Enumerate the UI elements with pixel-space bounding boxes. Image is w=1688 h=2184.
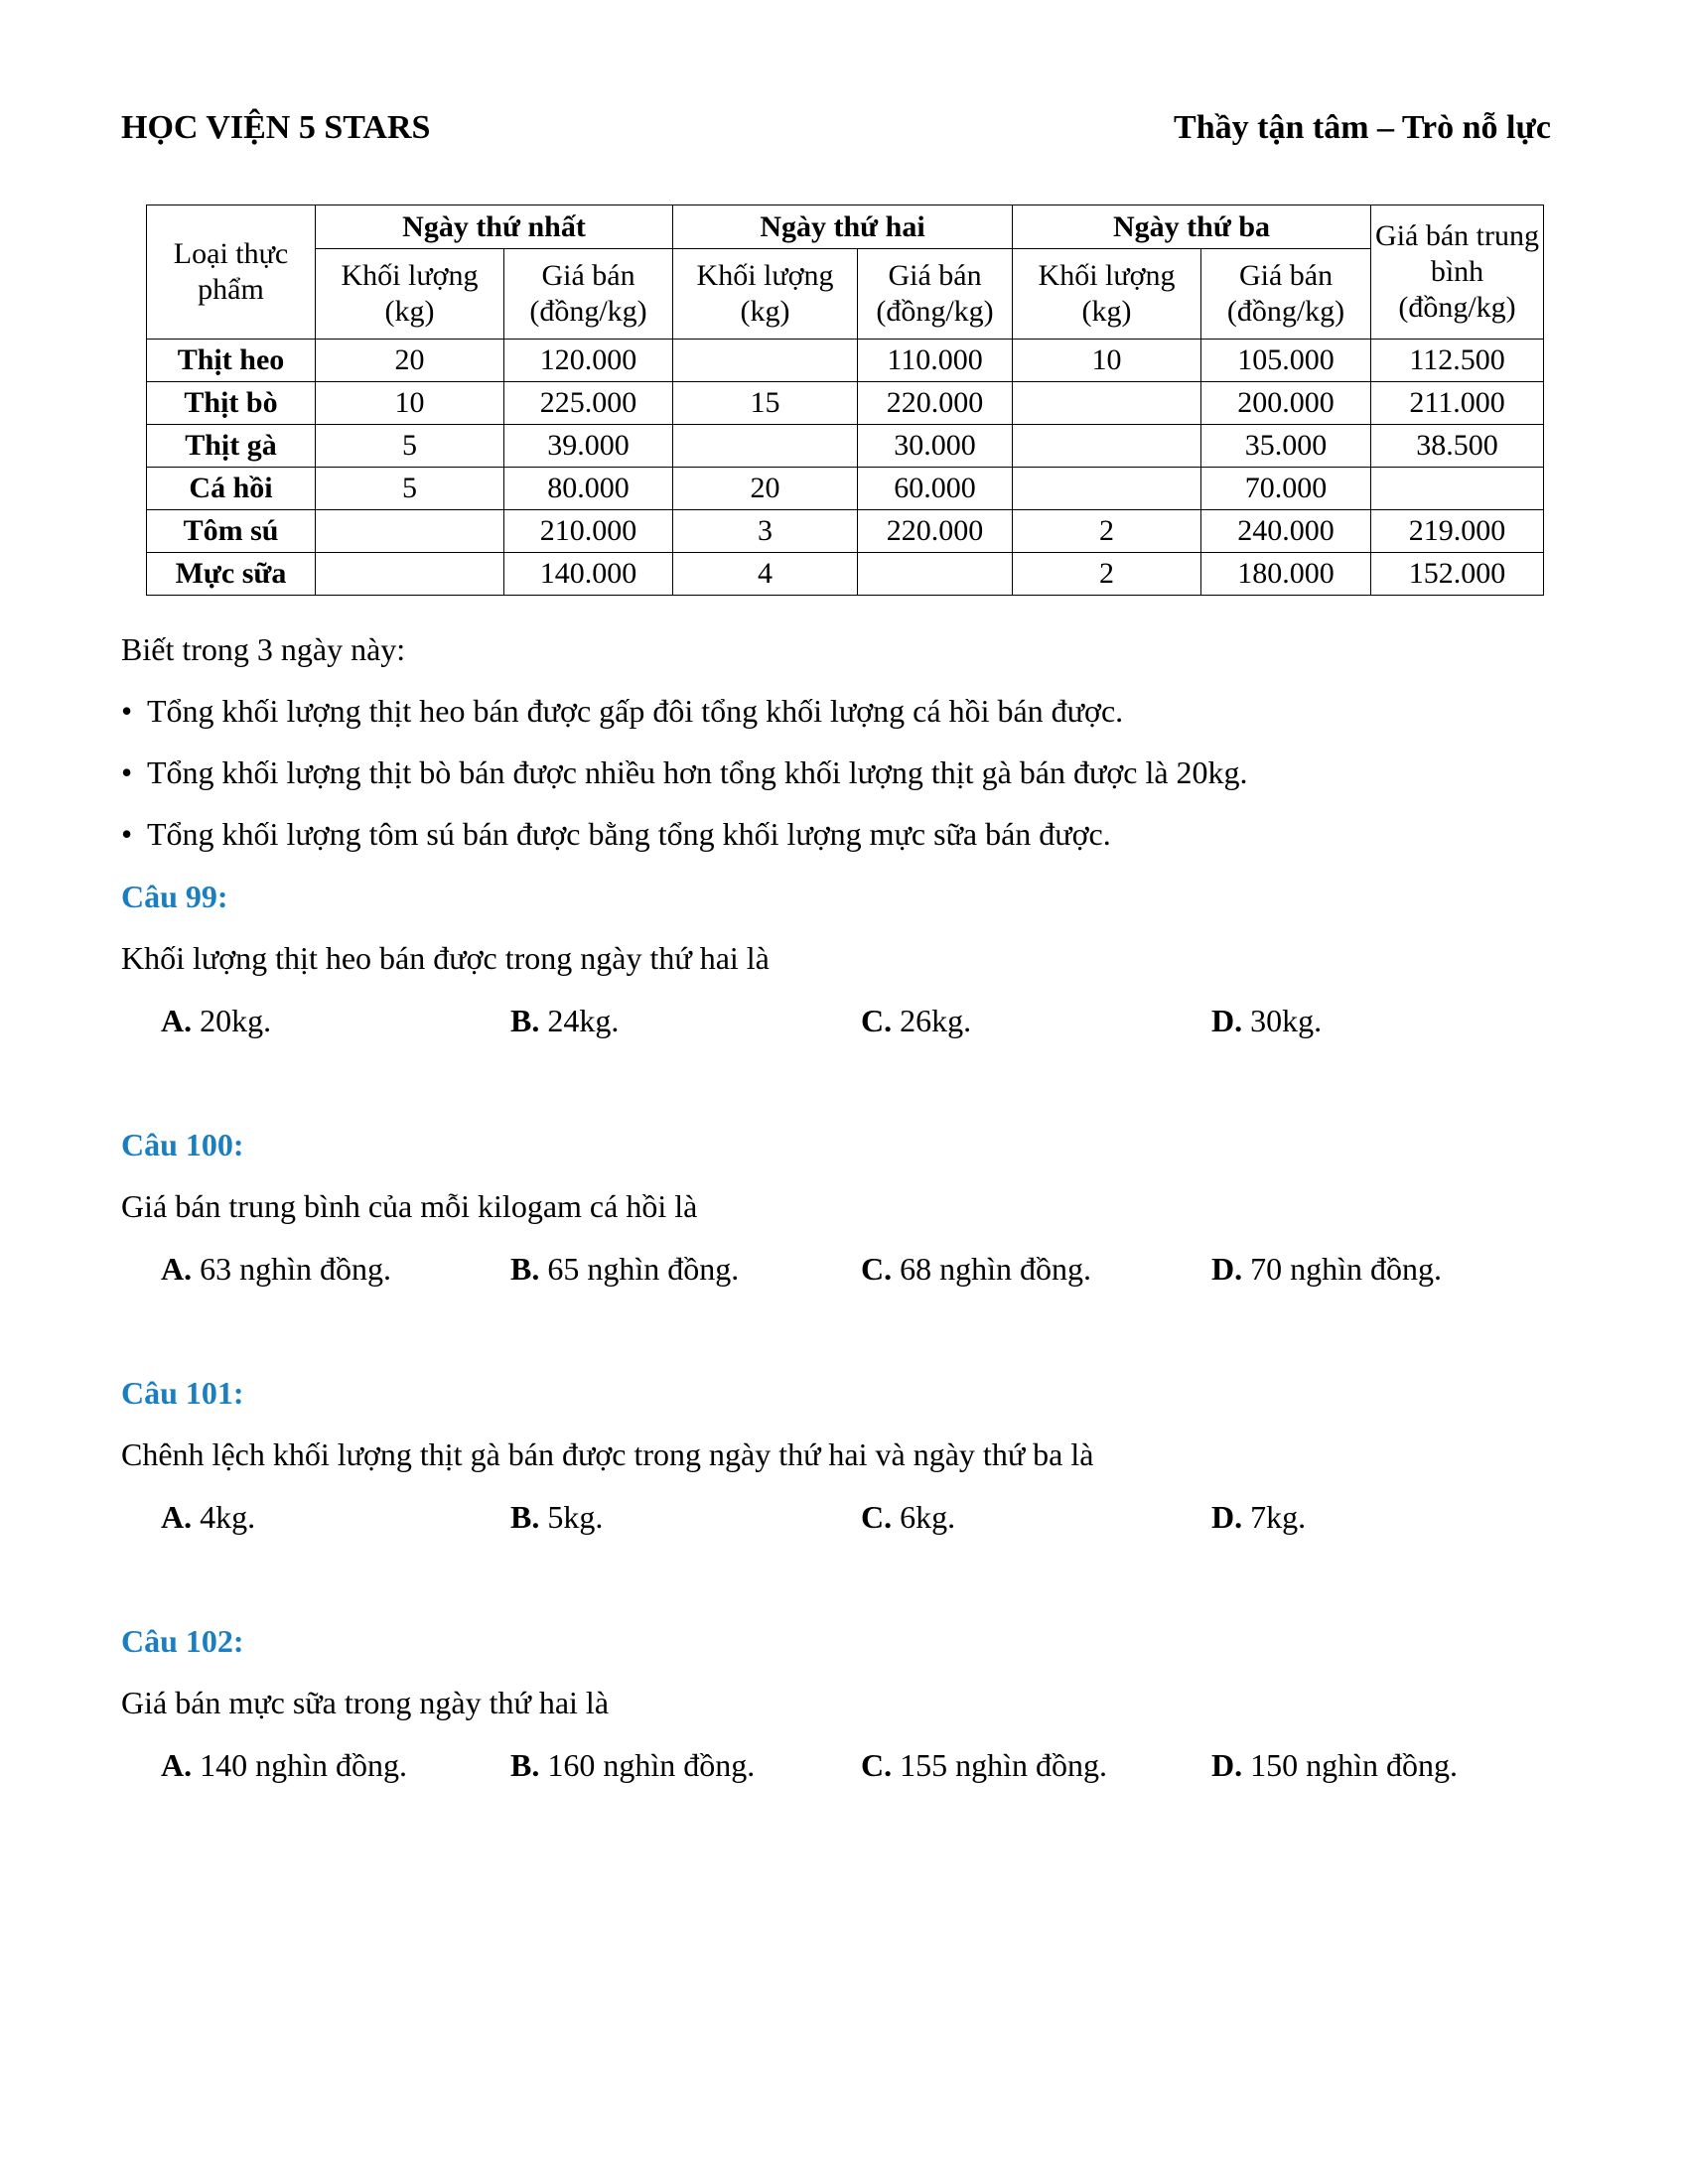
bullet-text: Tổng khối lượng thịt bò bán được nhiều hơn tổng khối lượng thịt gà bán được là 20kg. xyxy=(147,754,1248,790)
option-b[interactable]: B. 24kg. xyxy=(510,1003,620,1038)
table-cell: 2 xyxy=(1013,553,1201,596)
table-cell: 210.000 xyxy=(504,510,673,553)
table-cell: 220.000 xyxy=(858,510,1013,553)
table-cell: 70.000 xyxy=(1201,468,1371,510)
row-food-name: Thịt gà xyxy=(147,425,316,468)
table-cell xyxy=(673,425,858,468)
question-title: Câu 101: xyxy=(121,1375,244,1411)
food-sales-table xyxy=(146,205,1544,596)
option-c[interactable]: C. 26kg. xyxy=(861,1003,972,1038)
question-title: Câu 100: xyxy=(121,1127,244,1162)
row-food-name: Thịt bò xyxy=(147,382,316,425)
table-cell: 80.000 xyxy=(504,468,673,510)
table-cell: 140.000 xyxy=(504,553,673,596)
row-food-name: Mực sữa xyxy=(147,553,316,596)
header-price: Giá bán (đồng/kg) xyxy=(858,249,1013,340)
bullet-text: Tổng khối lượng tôm sú bán được bằng tổng khối lượng mực sữa bán được. xyxy=(147,816,1111,852)
header-day-1: Ngày thứ nhất xyxy=(316,205,673,249)
option-a[interactable]: A. 140 nghìn đồng. xyxy=(161,1747,407,1783)
row-food-name: Thịt heo xyxy=(147,340,316,382)
header-mass: Khối lượng (kg) xyxy=(673,249,858,340)
table-cell: 4 xyxy=(673,553,858,596)
table-cell: 60.000 xyxy=(858,468,1013,510)
table-cell: 180.000 xyxy=(1201,553,1371,596)
option-d[interactable]: D. 7kg. xyxy=(1211,1499,1307,1535)
option-a[interactable]: A. 63 nghìn đồng. xyxy=(161,1251,391,1287)
page-header xyxy=(121,105,1551,151)
table-cell: 110.000 xyxy=(858,340,1013,382)
table-cell: 5 xyxy=(316,468,504,510)
table-cell: 105.000 xyxy=(1201,340,1371,382)
table-cell xyxy=(1013,468,1201,510)
table-cell: 39.000 xyxy=(504,425,673,468)
bullet-dot-icon: • xyxy=(121,754,133,790)
table-cell: 120.000 xyxy=(504,340,673,382)
table-cell: 20 xyxy=(673,468,858,510)
bullet-item xyxy=(121,689,1123,733)
question-text: Giá bán mực sữa trong ngày thứ hai là xyxy=(121,1685,610,1720)
question-title: Câu 99: xyxy=(121,879,228,914)
table-row xyxy=(147,340,1544,382)
table-cell: 10 xyxy=(316,382,504,425)
table-row xyxy=(147,510,1544,553)
question-text: Giá bán trung bình của mỗi kilogam cá hồi là xyxy=(121,1188,698,1224)
option-d[interactable]: D. 30kg. xyxy=(1211,1003,1323,1038)
question-text: Khối lượng thịt heo bán được trong ngày thứ hai là xyxy=(121,940,770,976)
table-cell xyxy=(673,340,858,382)
table-cell xyxy=(1013,425,1201,468)
question-title: Câu 102: xyxy=(121,1623,244,1659)
table-cell: 112.500 xyxy=(1371,340,1544,382)
table-row xyxy=(147,468,1544,510)
table-cell xyxy=(858,553,1013,596)
option-b[interactable]: B. 160 nghìn đồng. xyxy=(510,1747,756,1783)
header-mass: Khối lượng (kg) xyxy=(316,249,504,340)
row-food-name: Cá hồi xyxy=(147,468,316,510)
question-text: Chênh lệch khối lượng thịt gà bán được trong ngày thứ hai và ngày thứ ba là xyxy=(121,1436,1094,1472)
option-a[interactable]: A. 20kg. xyxy=(161,1003,272,1038)
option-c[interactable]: C. 6kg. xyxy=(861,1499,956,1535)
table-cell: 2 xyxy=(1013,510,1201,553)
bullet-text: Tổng khối lượng thịt heo bán được gấp đôi tổng khối lượng cá hồi bán được. xyxy=(147,693,1124,729)
table-cell: 220.000 xyxy=(858,382,1013,425)
table-cell: 10 xyxy=(1013,340,1201,382)
option-b[interactable]: B. 5kg. xyxy=(510,1499,604,1535)
bullet-item xyxy=(121,751,1248,794)
table-cell: 211.000 xyxy=(1371,382,1544,425)
header-price: Giá bán (đồng/kg) xyxy=(504,249,673,340)
table-row xyxy=(147,425,1544,468)
table-cell: 35.000 xyxy=(1201,425,1371,468)
table-cell xyxy=(1371,468,1544,510)
option-d[interactable]: D. 150 nghìn đồng. xyxy=(1211,1747,1458,1783)
table-cell: 200.000 xyxy=(1201,382,1371,425)
option-d[interactable]: D. 70 nghìn đồng. xyxy=(1211,1251,1442,1287)
table-cell: 152.000 xyxy=(1371,553,1544,596)
header-mass: Khối lượng (kg) xyxy=(1013,249,1201,340)
table-row xyxy=(147,382,1544,425)
bullet-dot-icon: • xyxy=(121,693,133,729)
table-row xyxy=(147,553,1544,596)
table-cell: 38.500 xyxy=(1371,425,1544,468)
header-day-2: Ngày thứ hai xyxy=(673,205,1013,249)
table-cell: 3 xyxy=(673,510,858,553)
header-right: Thầy tận tâm – Trò nỗ lực xyxy=(1174,109,1551,146)
table-cell: 5 xyxy=(316,425,504,468)
header-food-type: Loại thực phẩm xyxy=(147,205,316,340)
row-food-name: Tôm sú xyxy=(147,510,316,553)
table-cell: 15 xyxy=(673,382,858,425)
bullet-dot-icon: • xyxy=(121,816,133,852)
option-c[interactable]: C. 155 nghìn đồng. xyxy=(861,1747,1107,1783)
header-left: HỌC VIỆN 5 STARS xyxy=(121,109,431,146)
bullet-item xyxy=(121,812,1111,856)
table-cell xyxy=(1013,382,1201,425)
option-a[interactable]: A. 4kg. xyxy=(161,1499,256,1535)
table-cell: 219.000 xyxy=(1371,510,1544,553)
option-b[interactable]: B. 65 nghìn đồng. xyxy=(510,1251,740,1287)
intro-text: Biết trong 3 ngày này: xyxy=(121,631,406,667)
table-cell xyxy=(316,510,504,553)
option-c[interactable]: C. 68 nghìn đồng. xyxy=(861,1251,1091,1287)
table-cell xyxy=(316,553,504,596)
header-price: Giá bán (đồng/kg) xyxy=(1201,249,1371,340)
header-day-3: Ngày thứ ba xyxy=(1013,205,1371,249)
table-cell: 225.000 xyxy=(504,382,673,425)
table-cell: 240.000 xyxy=(1201,510,1371,553)
table-cell: 30.000 xyxy=(858,425,1013,468)
table-cell: 20 xyxy=(316,340,504,382)
header-average-price: Giá bán trung bình (đồng/kg) xyxy=(1371,205,1544,340)
